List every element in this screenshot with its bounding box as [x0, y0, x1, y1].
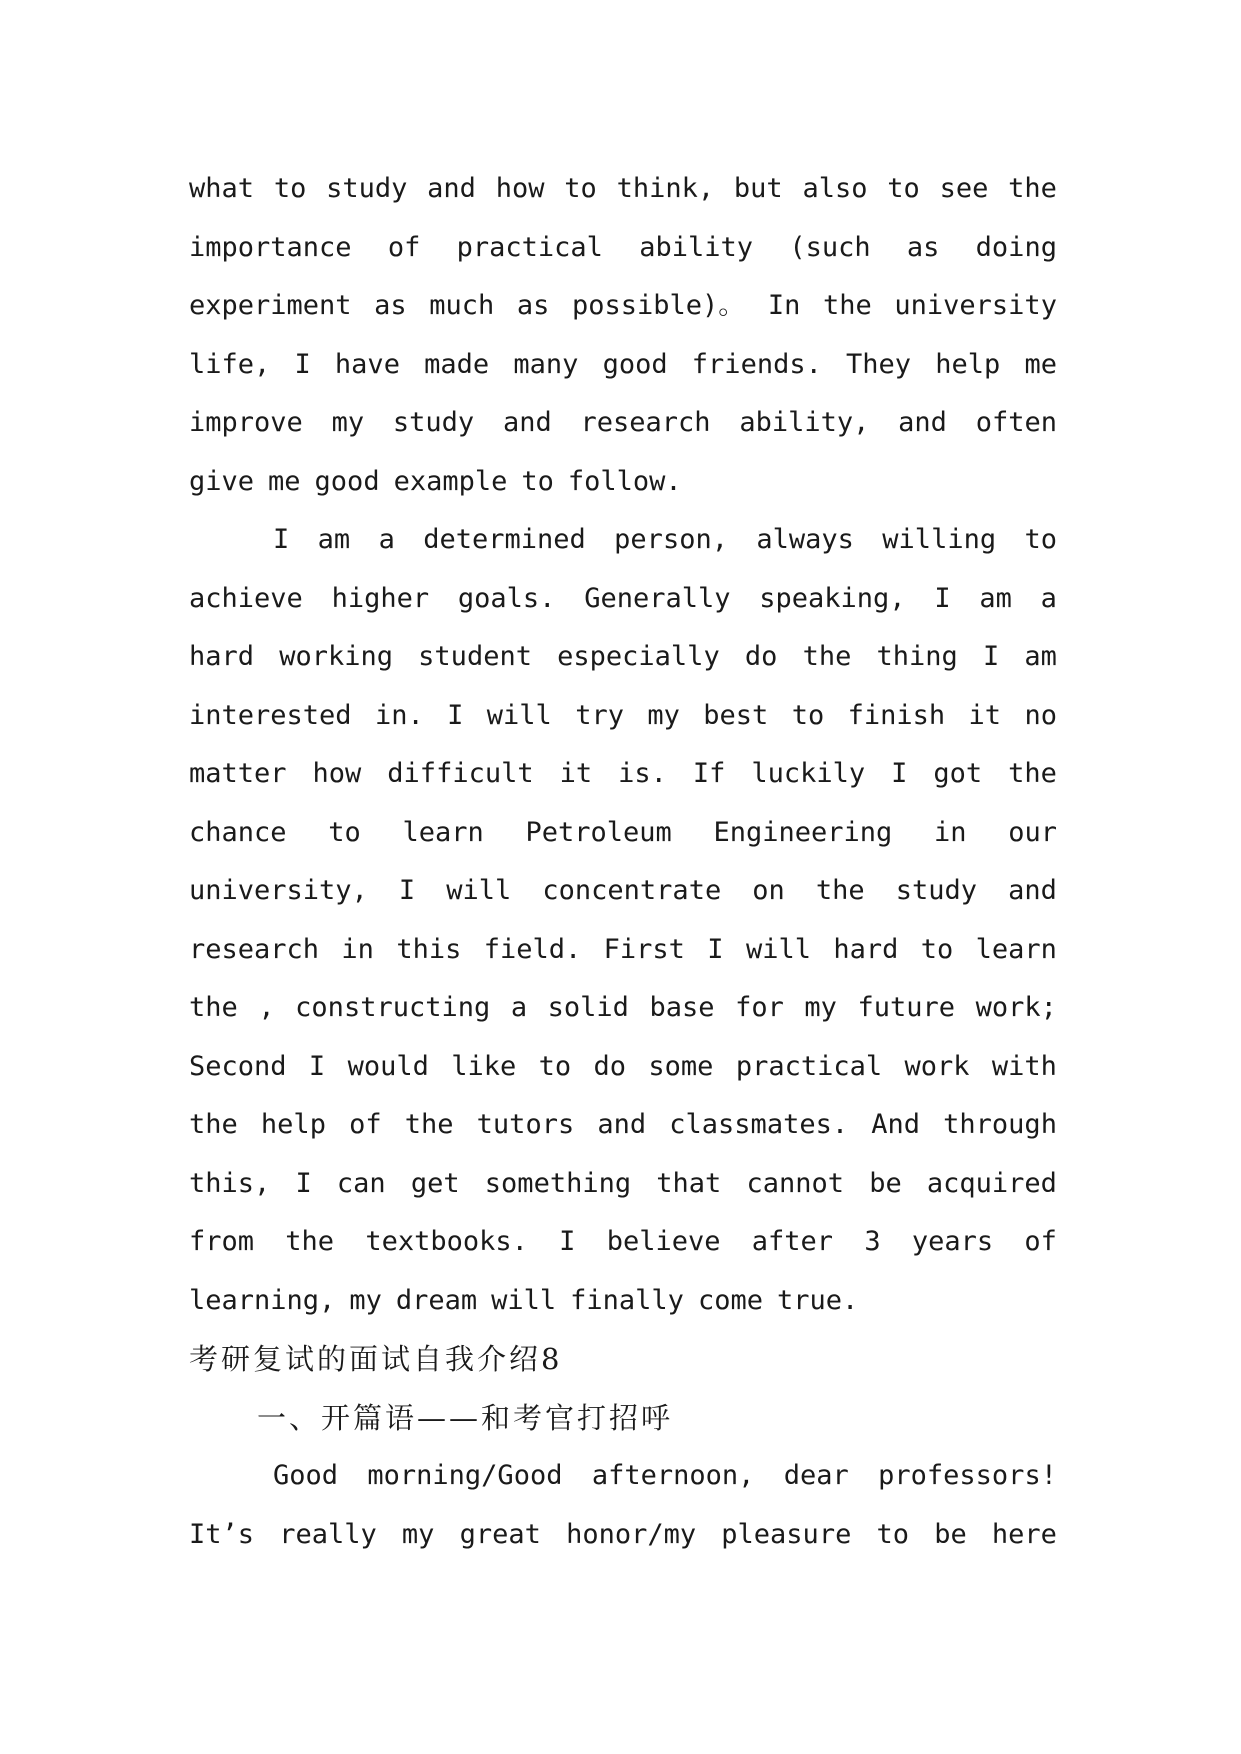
- text-line: interested in. I will try my best to finish it no: [189, 699, 1057, 731]
- text-line: research in this field. First I will hard to learn: [189, 933, 1057, 965]
- section-heading: 考研复试的面试自我介绍8: [189, 1342, 563, 1376]
- text-line: improve my study and research ability, and often: [189, 407, 1057, 438]
- text-line: matter how difficult it is. If luckily I got the: [189, 758, 1057, 789]
- text-line: the , constructing a solid base for my future work;: [189, 992, 1057, 1023]
- text-line: university, I will concentrate on the study and: [189, 875, 1057, 906]
- text-line: what to study and how to think, but also to see the: [189, 173, 1057, 204]
- text-line: life, I have made many good friends. They help me: [189, 348, 1057, 380]
- text-line: Second I would like to do some practical work with: [189, 1050, 1057, 1082]
- text-line: importance of practical ability (such as doing: [189, 231, 1057, 263]
- text-line: learning, my dream will finally come true.: [189, 1284, 859, 1316]
- text-line: this, I can get something that cannot be acquired: [189, 1167, 1057, 1199]
- text-line: Good morning/Good afternoon, dear professors!: [273, 1460, 1057, 1491]
- document-body: [189, 160, 1057, 1564]
- text-line: give me good example to follow.: [189, 465, 682, 497]
- text-line: It’s really my great honor/my pleasure to be here: [189, 1518, 1057, 1550]
- text-line: experiment as much as possible)。 In the university: [189, 290, 1057, 321]
- text-line: I am a determined person, always willing to: [273, 524, 1057, 555]
- text-line: the help of the tutors and classmates. And through: [189, 1109, 1057, 1140]
- text-line: chance to learn Petroleum Engineering in our: [189, 816, 1057, 848]
- section-subheading: 一、开篇语——和考官打招呼: [257, 1400, 674, 1435]
- text-line: from the textbooks. I believe after 3 years of: [189, 1226, 1057, 1257]
- text-line: achieve higher goals. Generally speaking, I am a: [189, 582, 1057, 614]
- text-line: hard working student especially do the thing I am: [189, 641, 1057, 672]
